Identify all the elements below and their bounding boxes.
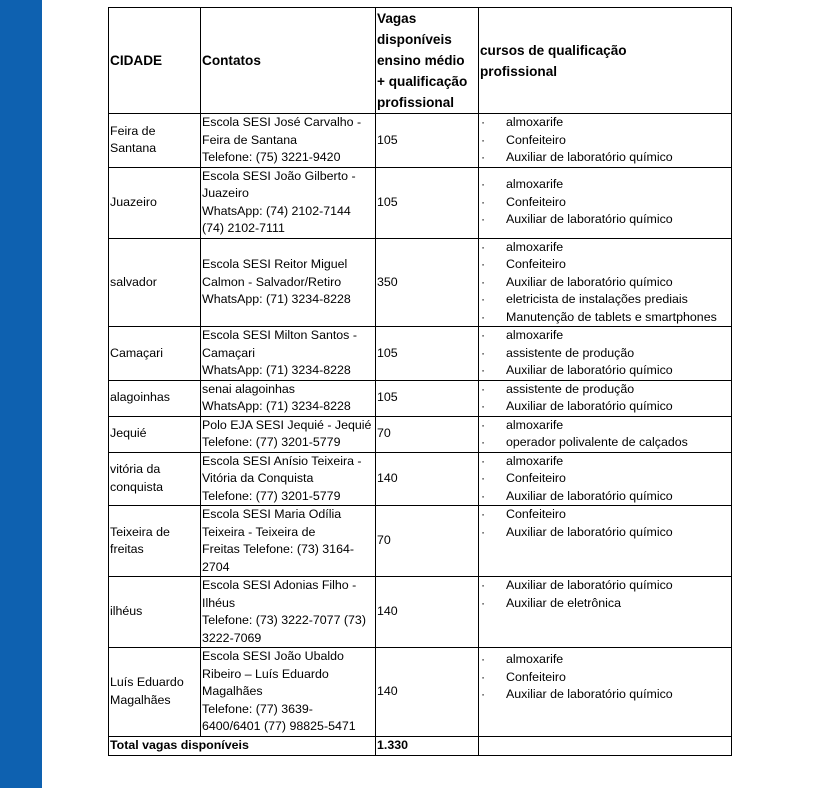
header-cursos-line: cursos de qualificação: [480, 42, 627, 58]
header-vagas-line: disponíveis: [377, 32, 452, 47]
contact-cell: [201, 114, 376, 168]
contact-line: Telefone: (77) 3639-: [202, 701, 313, 716]
course-item: · Auxiliar de laboratório químico: [480, 488, 731, 506]
contact-cell: [201, 648, 376, 737]
course-item: · almoxarife: [480, 176, 731, 194]
header-vagas-line: + qualificação: [377, 74, 468, 89]
vacancies-table: [108, 7, 732, 756]
course-item: · almoxarife: [480, 239, 731, 257]
course-item: · operador polivalente de calçados: [480, 434, 731, 452]
side-bar: [0, 0, 42, 788]
contact-line: 6400/6401 (77) 98825-5471: [202, 719, 356, 733]
city-cell: salvador: [109, 238, 201, 327]
contact-line: Telefone: (77) 3201-5779: [202, 488, 341, 503]
course-item: · almoxarife: [480, 114, 731, 132]
course-item: · Confeiteiro: [480, 194, 731, 212]
contact-line: Escola SESI Maria Odília: [202, 507, 342, 521]
course-item: · Auxiliar de laboratório químico: [480, 274, 731, 292]
courses-list: [480, 577, 731, 612]
contact-line: Feira de Santana: [202, 132, 298, 147]
course-item: · Manutenção de tablets e smartphones: [480, 309, 731, 327]
vagas-cell: 70: [376, 506, 479, 577]
total-value: 1.330: [376, 736, 479, 755]
contact-line: Escola SESI Adonias Filho -: [202, 578, 357, 592]
contact-line: Freitas Telefone: (73) 3164-: [202, 542, 354, 556]
course-item: · assistente de produção: [480, 345, 731, 363]
contact-line: Vitória da Conquista: [202, 471, 314, 485]
contact-cell: [201, 506, 376, 577]
contact-line: WhatsApp: (71) 3234-8228: [202, 292, 351, 306]
table-row: [109, 648, 732, 737]
contact-line: (74) 2102-7111: [202, 221, 285, 235]
contact-line: Camaçari: [202, 345, 256, 360]
courses-list: [480, 176, 731, 229]
course-item: · Confeiteiro: [480, 669, 731, 687]
contact-line: Polo EJA SESI Jequié - Jequié: [202, 417, 372, 432]
contact-cell: [201, 416, 376, 452]
header-cidade: CIDADE: [109, 8, 201, 114]
course-item: · Confeiteiro: [480, 256, 731, 274]
city-cell: Teixeira de freitas: [109, 506, 201, 577]
contact-line: 3222-7069: [202, 630, 262, 645]
contact-cell: [201, 380, 376, 416]
course-item: · Auxiliar de laboratório químico: [480, 686, 731, 704]
course-item: · Confeiteiro: [480, 470, 731, 488]
contact-line: Telefone: (73) 3222-7077 (73): [202, 613, 366, 627]
header-vagas-line: Vagas: [377, 11, 417, 26]
contact-line: Calmon - Salvador/Retiro: [202, 274, 342, 289]
table-row: [109, 577, 732, 648]
vagas-cell: 350: [376, 238, 479, 327]
courses-list: [480, 239, 731, 327]
header-vagas-line: profissional: [377, 95, 455, 110]
city-cell: ilhéus: [109, 577, 201, 648]
course-item: · almoxarife: [480, 417, 731, 435]
header-vagas: [376, 8, 479, 114]
courses-cell: [479, 416, 732, 452]
contact-line: WhatsApp: (71) 3234-8228: [202, 363, 351, 377]
courses-cell: [479, 452, 732, 506]
header-row: [109, 8, 732, 114]
course-item: · Confeiteiro: [480, 132, 731, 150]
table-row: [109, 452, 732, 506]
contact-line: Escola SESI José Carvalho -: [202, 115, 362, 129]
course-item: · Auxiliar de laboratório químico: [480, 149, 731, 167]
vagas-cell: 140: [376, 577, 479, 648]
courses-list: [480, 417, 731, 452]
vagas-cell: 105: [376, 167, 479, 238]
course-item: · almoxarife: [480, 327, 731, 345]
courses-list: [480, 327, 731, 380]
course-item: · Auxiliar de laboratório químico: [480, 211, 731, 229]
contact-line: Escola SESI João Gilberto -: [202, 168, 356, 183]
courses-cell: [479, 648, 732, 737]
table-row: [109, 380, 732, 416]
contact-line: Juazeiro: [202, 186, 249, 200]
vagas-cell: 140: [376, 648, 479, 737]
city-cell: Jequié: [109, 416, 201, 452]
table-row: [109, 506, 732, 577]
course-item: · Auxiliar de laboratório químico: [480, 524, 731, 542]
vagas-cell: 105: [376, 380, 479, 416]
contact-line: senai alagoinhas: [202, 381, 296, 396]
course-item: · Auxiliar de laboratório químico: [480, 362, 731, 380]
course-item: · eletricista de instalações prediais: [480, 291, 731, 309]
city-cell: Juazeiro: [109, 167, 201, 238]
course-item: · Auxiliar de laboratório químico: [480, 577, 731, 595]
courses-list: [480, 651, 731, 704]
course-item: · Confeiteiro: [480, 506, 731, 524]
courses-cell: [479, 167, 732, 238]
courses-list: [480, 453, 731, 506]
courses-cell: [479, 380, 732, 416]
course-item: · almoxarife: [480, 651, 731, 669]
contact-cell: [201, 452, 376, 506]
contact-line: Teixeira - Teixeira de: [202, 524, 316, 539]
vagas-cell: 105: [376, 327, 479, 381]
courses-list: [480, 381, 731, 416]
city-cell: Camaçari: [109, 327, 201, 381]
contact-line: Ribeiro – Luís Eduardo: [202, 666, 329, 681]
header-vagas-line: ensino médio: [377, 53, 465, 68]
contact-line: Ilhéus: [202, 595, 236, 610]
total-empty-cell: [479, 736, 732, 755]
courses-cell: [479, 506, 732, 577]
header-contatos: Contatos: [201, 8, 376, 114]
courses-cell: [479, 577, 732, 648]
courses-cell: [479, 327, 732, 381]
contact-line: Telefone: (77) 3201-5779: [202, 435, 341, 449]
vagas-cell: 105: [376, 114, 479, 168]
courses-cell: [479, 114, 732, 168]
contact-cell: [201, 238, 376, 327]
vagas-cell: 70: [376, 416, 479, 452]
vagas-cell: 140: [376, 452, 479, 506]
courses-cell: [479, 238, 732, 327]
contact-line: 2704: [202, 559, 230, 574]
city-cell: Luís Eduardo Magalhães: [109, 648, 201, 737]
table-row: [109, 327, 732, 381]
contact-line: WhatsApp: (74) 2102-7144: [202, 203, 351, 218]
course-item: · Auxiliar de eletrônica: [480, 595, 731, 613]
total-label: Total vagas disponíveis: [109, 736, 376, 755]
table-row: [109, 114, 732, 168]
city-cell: vitória da conquista: [109, 452, 201, 506]
city-cell: Feira de Santana: [109, 114, 201, 168]
city-cell: alagoinhas: [109, 380, 201, 416]
table-row: [109, 416, 732, 452]
header-cursos-line: profissional: [480, 63, 558, 79]
courses-list: [480, 114, 731, 167]
contact-line: Magalhães: [202, 684, 263, 698]
contact-line: Telefone: (75) 3221-9420: [202, 150, 341, 164]
course-item: · Auxiliar de laboratório químico: [480, 398, 731, 416]
table-row: [109, 238, 732, 327]
contact-line: Escola SESI Reitor Miguel: [202, 257, 348, 271]
contact-line: Escola SESI João Ubaldo: [202, 649, 344, 663]
contact-cell: [201, 167, 376, 238]
course-item: · almoxarife: [480, 453, 731, 471]
contact-cell: [201, 327, 376, 381]
courses-list: [480, 506, 731, 541]
total-row: [109, 736, 732, 755]
contact-cell: [201, 577, 376, 648]
contact-line: Escola SESI Anísio Teixeira -: [202, 453, 362, 468]
course-item: · assistente de produção: [480, 381, 731, 399]
header-cursos: [479, 8, 732, 114]
table-row: [109, 167, 732, 238]
contact-line: Escola SESI Milton Santos -: [202, 328, 357, 342]
contact-line: WhatsApp: (71) 3234-8228: [202, 399, 351, 413]
